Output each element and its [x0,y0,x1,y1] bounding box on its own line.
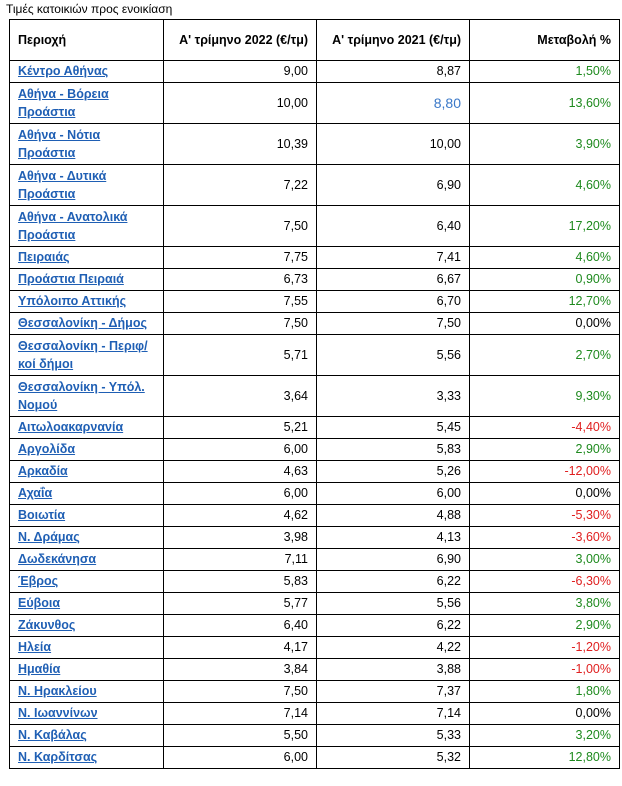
change-cell: 2,90% [470,615,620,637]
region-link[interactable]: Κέντρο Αθήνας [18,64,109,78]
table-row [10,61,620,83]
price-2022-cell: 7,50 [164,681,317,703]
price-2022-cell: 5,71 [164,335,317,376]
change-cell: 4,60% [470,165,620,206]
price-2021-cell: 6,40 [317,206,470,247]
price-2022-cell: 6,00 [164,439,317,461]
rent-prices-table [9,19,620,769]
table-row [10,505,620,527]
change-cell: 2,90% [470,439,620,461]
region-link[interactable]: Αθήνα - Δυτικά Προάστια [18,169,107,201]
region-link[interactable]: Ν. Καβάλας [18,728,87,742]
table-row [10,335,620,376]
region-link[interactable]: Βοιωτία [18,508,66,522]
table-row [10,247,620,269]
table-row [10,313,620,335]
change-cell: 3,90% [470,124,620,165]
change-cell: -4,40% [470,417,620,439]
region-link[interactable]: Αιτωλοακαρνανία [18,420,124,434]
change-cell: 0,90% [470,269,620,291]
price-2021-cell: 3,33 [317,376,470,417]
price-2021-cell: 6,67 [317,269,470,291]
change-cell: -12,00% [470,461,620,483]
region-cell [10,527,164,549]
table-row [10,291,620,313]
region-link[interactable]: Αρκαδία [18,464,68,478]
change-cell: 3,20% [470,725,620,747]
region-link[interactable]: Ν. Καρδίτσας [18,750,98,764]
region-link[interactable]: Θεσσαλονίκη - Υπόλ. Νομού [18,380,145,412]
region-cell [10,637,164,659]
region-cell [10,269,164,291]
price-2021-cell: 6,70 [317,291,470,313]
region-cell [10,571,164,593]
price-2021-cell: 8,87 [317,61,470,83]
price-2021-cell: 7,37 [317,681,470,703]
price-2021-cell: 5,56 [317,335,470,376]
change-cell: 0,00% [470,313,620,335]
region-link[interactable]: Ηλεία [18,640,52,654]
table-row [10,593,620,615]
region-cell [10,725,164,747]
price-2022-cell: 10,00 [164,83,317,124]
price-2021-cell: 4,13 [317,527,470,549]
price-2021-cell: 5,56 [317,593,470,615]
price-2022-cell: 10,39 [164,124,317,165]
region-cell [10,681,164,703]
price-2021-cell: 6,90 [317,549,470,571]
price-2022-cell: 5,50 [164,725,317,747]
price-2021-cell: 5,33 [317,725,470,747]
region-cell [10,247,164,269]
table-row [10,549,620,571]
price-2021-cell: 6,22 [317,571,470,593]
change-cell: -3,60% [470,527,620,549]
region-cell [10,291,164,313]
region-link[interactable]: Αχαΐα [18,486,53,500]
price-2021-cell: 4,88 [317,505,470,527]
table-row [10,269,620,291]
table-row [10,483,620,505]
table-row [10,165,620,206]
region-cell [10,483,164,505]
table-body [10,61,620,769]
header-q1-2021: Α' τρίμηνο 2021 (€/τμ) [317,20,470,61]
region-cell [10,376,164,417]
price-2021-cell: 6,22 [317,615,470,637]
price-2022-cell: 6,00 [164,483,317,505]
change-cell: 1,50% [470,61,620,83]
price-2022-cell: 4,63 [164,461,317,483]
region-link[interactable]: Πειραιάς [18,250,70,264]
region-link[interactable]: Δωδεκάνησα [18,552,97,566]
price-2021-cell: 5,45 [317,417,470,439]
table-row [10,571,620,593]
price-2021-cell: 6,90 [317,165,470,206]
table-row [10,527,620,549]
price-2022-cell: 7,50 [164,206,317,247]
price-2022-cell: 4,62 [164,505,317,527]
change-cell: 0,00% [470,703,620,725]
table-row [10,461,620,483]
table-row [10,747,620,769]
region-link[interactable]: Αθήνα - Βόρεια Προάστια [18,87,109,119]
price-2022-cell: 3,98 [164,527,317,549]
region-link[interactable]: Θεσσαλονίκη - Περιφ/κοί δήμοι [18,339,148,371]
table-row [10,725,620,747]
price-2022-cell: 6,40 [164,615,317,637]
price-2021-cell: 6,00 [317,483,470,505]
change-cell: -1,00% [470,659,620,681]
region-link[interactable]: Ν. Δράμας [18,530,80,544]
price-2022-cell: 7,50 [164,313,317,335]
price-2022-cell: 5,83 [164,571,317,593]
change-cell: 3,00% [470,549,620,571]
price-2021-cell: 5,32 [317,747,470,769]
price-2021-cell: 7,41 [317,247,470,269]
table-row [10,376,620,417]
region-cell [10,165,164,206]
table-row [10,83,620,124]
change-cell: 0,00% [470,483,620,505]
region-cell [10,417,164,439]
price-2021-cell: 5,83 [317,439,470,461]
region-link[interactable]: Ν. Ηρακλείου [18,684,97,698]
region-link[interactable]: Έβρος [18,574,59,588]
price-2021-cell: 7,14 [317,703,470,725]
table-header [10,20,620,61]
region-link[interactable]: Αθήνα - Νότια Προάστια [18,128,101,160]
price-2021-cell: 8,80 [317,83,470,124]
region-cell [10,615,164,637]
region-cell [10,313,164,335]
table-row [10,206,620,247]
region-link[interactable]: Εύβοια [18,596,61,610]
price-2022-cell: 6,73 [164,269,317,291]
region-cell [10,659,164,681]
change-cell: 12,80% [470,747,620,769]
region-cell [10,703,164,725]
price-2022-cell: 6,00 [164,747,317,769]
region-cell [10,206,164,247]
change-cell: 1,80% [470,681,620,703]
region-cell [10,593,164,615]
region-link[interactable]: Αθήνα - Ανατολικά Προάστια [18,210,128,242]
region-link[interactable]: Ν. Ιωαννίνων [18,706,98,720]
change-cell: 4,60% [470,247,620,269]
change-cell: 9,30% [470,376,620,417]
header-change: Μεταβολή % [470,20,620,61]
change-cell: 17,20% [470,206,620,247]
table-row [10,615,620,637]
change-cell: 2,70% [470,335,620,376]
change-cell: 12,70% [470,291,620,313]
price-2022-cell: 7,55 [164,291,317,313]
price-2022-cell: 7,11 [164,549,317,571]
region-link[interactable]: Αργολίδα [18,442,76,456]
price-2022-cell: 3,64 [164,376,317,417]
region-cell [10,439,164,461]
region-cell [10,124,164,165]
region-link[interactable]: Προάστια Πειραιά [18,272,124,286]
region-cell [10,461,164,483]
region-link[interactable]: Ημαθία [18,662,61,676]
region-cell [10,747,164,769]
header-region: Περιοχή [10,20,164,61]
price-2021-cell: 7,50 [317,313,470,335]
region-link[interactable]: Θεσσαλονίκη - Δήμος [18,316,147,330]
price-2022-cell: 7,14 [164,703,317,725]
price-2021-cell: 3,88 [317,659,470,681]
price-2022-cell: 7,75 [164,247,317,269]
price-2021-cell: 5,26 [317,461,470,483]
price-2022-cell: 5,21 [164,417,317,439]
price-2022-cell: 3,84 [164,659,317,681]
region-link[interactable]: Ζάκυνθος [18,618,76,632]
table-row [10,417,620,439]
price-2022-cell: 4,17 [164,637,317,659]
table-row [10,681,620,703]
region-cell [10,549,164,571]
change-cell: -1,20% [470,637,620,659]
table-row [10,124,620,165]
region-cell [10,505,164,527]
region-cell [10,83,164,124]
change-cell: 3,80% [470,593,620,615]
price-2021-cell: 4,22 [317,637,470,659]
change-cell: 13,60% [470,83,620,124]
table-row [10,439,620,461]
price-2022-cell: 5,77 [164,593,317,615]
table-row [10,637,620,659]
region-cell [10,61,164,83]
price-2021-cell: 10,00 [317,124,470,165]
change-cell: -6,30% [470,571,620,593]
region-link[interactable]: Υπόλοιπο Αττικής [18,294,127,308]
price-2022-cell: 7,22 [164,165,317,206]
table-caption: Τιμές κατοικιών προς ενοικίαση [6,2,173,16]
table-row [10,703,620,725]
change-cell: -5,30% [470,505,620,527]
header-q1-2022: Α' τρίμηνο 2022 (€/τμ) [164,20,317,61]
table-row [10,659,620,681]
region-cell [10,335,164,376]
price-2022-cell: 9,00 [164,61,317,83]
